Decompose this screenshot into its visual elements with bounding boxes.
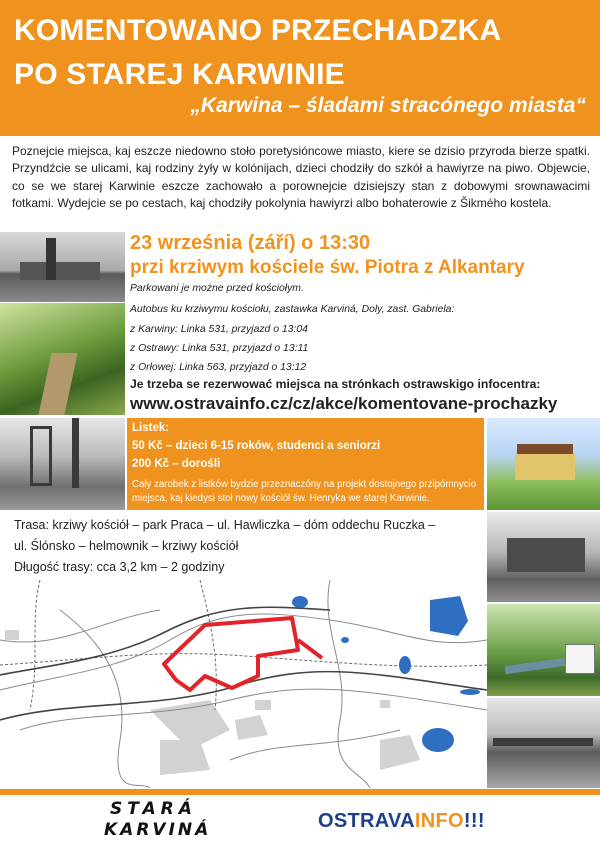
map-area-3 bbox=[380, 735, 420, 770]
bus-info: Autobus ku krziwymu kościołu, zastawka Karviná, Doly, zast. Gabriela: bbox=[130, 304, 455, 315]
stara-karvina-logo-line-1: STARÁ bbox=[110, 799, 197, 819]
event-date: 23 września (září) o 13:30 bbox=[130, 232, 371, 254]
photo-old-house bbox=[487, 512, 600, 602]
map-road-4 bbox=[328, 580, 370, 788]
ticket-price-adult: 200 Kč – dorośli bbox=[132, 458, 221, 470]
photo-pond-bridge bbox=[487, 698, 600, 788]
map-block-2 bbox=[380, 700, 390, 708]
map-pond-3 bbox=[430, 596, 468, 636]
ticket-heading: Listek: bbox=[132, 422, 170, 434]
map-block-3 bbox=[255, 700, 271, 710]
photo-park-path bbox=[487, 604, 600, 696]
ostravainfo-logo-part-3: !!! bbox=[463, 810, 485, 832]
photo-church bbox=[0, 232, 125, 302]
photo-park-pipe bbox=[505, 658, 566, 674]
map-pond-4 bbox=[422, 728, 454, 752]
photo-church-roof bbox=[20, 262, 100, 280]
subtitle: „Karwina – śladami stracónego miasta“ bbox=[190, 94, 586, 117]
footer-bar bbox=[0, 789, 600, 795]
stara-karvina-logo-line-2: KARVINÁ bbox=[104, 820, 212, 840]
photo-park-sign bbox=[565, 644, 595, 674]
ostravainfo-logo-part-2: INFO bbox=[414, 810, 464, 832]
bus-line-karvina: z Karwiny: Linka 531, przyjazd o 13:04 bbox=[130, 324, 308, 335]
intro-paragraph: Poznejcie miejsca, kaj eszcze niedowno stoło poretysióncowe miasto, kiere se dzisio przyroda bierze spatki. Przyndźcie se ulicami, kaj rodziny żyły w kolónijach, dzieci chodziły do szkół a hawiyrze na piwo. Objewcie, co se we starej Karwinie eszcze zachowało a porownejcie dzisiejszy stan z dobowymi srownawacimi fotkami. Wydejcie se po cestach, kaj chodziły pokolynia hawiyrzi albo bohaterowie z Šikmého kostela. bbox=[12, 144, 590, 211]
map-rail-1 bbox=[0, 654, 487, 667]
parking-info: Parkowani je możne przed kościołym. bbox=[130, 283, 304, 294]
photo-old-house-building bbox=[507, 538, 585, 572]
ostravainfo-logo-part-1: OSTRAVA bbox=[318, 810, 415, 832]
map-pond-2 bbox=[399, 656, 411, 674]
title-line-2: PO STAREJ KARWINIE bbox=[14, 58, 345, 91]
photo-mine-chimney bbox=[72, 418, 79, 488]
map-rail-2 bbox=[200, 580, 216, 710]
photo-forest-path bbox=[0, 303, 125, 415]
stara-karvina-logo bbox=[104, 799, 214, 845]
ostravainfo-logo bbox=[318, 810, 485, 833]
map-route-line bbox=[164, 618, 322, 690]
map-main-road-2 bbox=[0, 672, 487, 720]
ticket-note: Cały zarobek z listków bydzie przeznaczóny na projekt dostojnego przipómnycio miejsca, kaj kiedysi stoł nowy kościół św. Henryka we starej Karwinie. bbox=[132, 479, 477, 504]
route-line-2: ul. Ślónsko – helmownik – krziwy kościół bbox=[14, 539, 239, 553]
route-length: Długość trasy: cca 3,2 km – 2 godziny bbox=[14, 560, 225, 574]
reservation-link[interactable]: www.ostravainfo.cz/cz/akce/komentovane-prochazky bbox=[130, 394, 558, 413]
photo-mine-tower bbox=[0, 418, 125, 510]
map-pond-6 bbox=[460, 689, 480, 695]
photo-headframe-buildings bbox=[487, 418, 600, 510]
photo-pond-bridge-deck bbox=[493, 738, 593, 746]
photo-mine-shaft bbox=[30, 426, 52, 486]
title-line-1: KOMENTOWANO PRZECHADZKA bbox=[14, 14, 502, 47]
bus-line-ostrava: z Ostrawy: Linka 531, przyjazd o 13:11 bbox=[130, 343, 309, 354]
photo-forest-trail bbox=[38, 353, 77, 415]
map-block-1 bbox=[5, 630, 19, 640]
map-area-2 bbox=[160, 740, 210, 775]
ticket-price-reduced: 50 Kč – dzieci 6-15 roków, studenci a seniorzi bbox=[132, 440, 381, 452]
map-road-3 bbox=[60, 610, 150, 788]
route-line-1: Trasa: krziwy kościół – park Praca – ul. Hawliczka – dóm oddechu Ruczka – bbox=[14, 518, 436, 532]
map-pond-5 bbox=[341, 637, 349, 643]
map-pond-1 bbox=[292, 596, 308, 608]
photo-church-tower bbox=[46, 238, 56, 280]
ticket-box bbox=[127, 418, 484, 510]
photo-building bbox=[515, 454, 575, 480]
route-map bbox=[0, 580, 487, 788]
bus-line-orlova: z Orłowej: Linka 563, przyjazd o 13:12 bbox=[130, 362, 307, 373]
event-place: przi krziwym kościele św. Piotra z Alkantary bbox=[130, 257, 525, 278]
header-banner bbox=[0, 0, 600, 136]
map-area-4 bbox=[235, 715, 268, 740]
reservation-note: Je trzeba se rezerwować miejsca na strónkach ostrawskigo infocentra: bbox=[130, 377, 541, 391]
map-road-5 bbox=[0, 610, 160, 642]
map-rail-3 bbox=[30, 580, 40, 710]
